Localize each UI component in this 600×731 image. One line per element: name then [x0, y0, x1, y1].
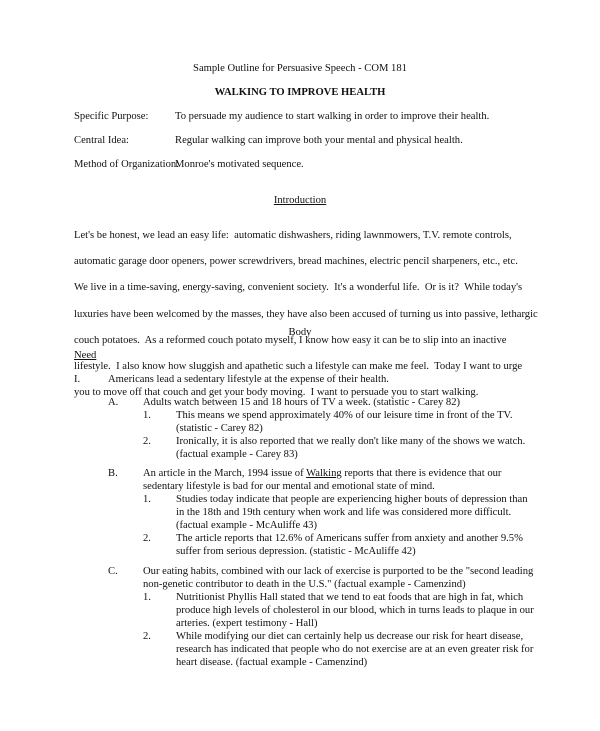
- item-line: arteries. (expert testimony - Hall): [176, 618, 318, 630]
- subpoint-text: Adults watch between 15 and 18 hours of TV a week. (statistic - Carey 82): [143, 397, 461, 408]
- item-number: 2.: [143, 533, 151, 544]
- item-line: produce high levels of cholesterol in our blood, which in turns leads to plaque in our: [176, 605, 534, 617]
- item-line: heart disease. (factual example - Camenzind): [176, 657, 368, 669]
- item-text: [176, 630, 533, 670]
- meta-label-purpose: Specific Purpose:: [74, 111, 149, 122]
- meta-label-method: Method of Organization:: [74, 159, 180, 170]
- item-line: (factual example - McAuliffe 43): [176, 520, 317, 532]
- subpoint-line: non-genetic contributor to death in the U.S." (factual example - Camenzind): [143, 579, 466, 591]
- document-title: Sample Outline for Persuasive Speech - COM 181: [193, 63, 407, 74]
- body-heading: Body: [288, 327, 312, 338]
- item-text: [176, 409, 512, 435]
- introduction-line: couch potatoes. As a reformed couch potato myself, I know how easy it can be to slip into an inactive: [74, 334, 507, 346]
- item-number: 2.: [143, 631, 151, 642]
- subpoint-text: [143, 467, 501, 493]
- item-number: 1.: [143, 592, 151, 603]
- meta-value-method: Monroe's motivated sequence.: [175, 159, 304, 170]
- introduction-line: We live in a time-saving, energy-saving, convenient society. It's a wonderful life. Or is it? While today's: [74, 282, 523, 294]
- item-line: Ironically, it is also reported that we really don't like many of the shows we watch.: [176, 436, 526, 447]
- item-number: 1.: [143, 494, 151, 505]
- introduction-line: luxuries have been welcomed by the masses, they have also been accused of turning us into passive, lethargic: [74, 308, 538, 320]
- publication-title: Walking: [306, 468, 342, 479]
- item-text: [176, 493, 528, 533]
- point-text: Americans lead a sedentary lifestyle at the expense of their health.: [108, 374, 389, 385]
- need-label: Need: [74, 350, 97, 361]
- subpoint-line: sedentary lifestyle is bad for our mental and emotional state of mind.: [143, 481, 435, 493]
- subpoint-letter: B.: [108, 468, 118, 479]
- subpoint-text: [143, 565, 533, 591]
- point-numeral: I.: [74, 374, 81, 385]
- meta-label-central-idea: Central Idea:: [74, 135, 130, 146]
- item-line: research has indicated that people who do not exercise are at an even greater risk for: [176, 644, 534, 656]
- subpoint-line: Our eating habits, combined with our lack of exercise is purported to be the "second leading: [143, 566, 534, 577]
- item-line: (factual example - Carey 83): [176, 449, 298, 461]
- introduction-line: lifestyle. I also know how sluggish and apathetic such a lifestyle can make me feel. Today I want to urge: [74, 361, 523, 373]
- introduction-line: Let's be honest, we lead an easy life: automatic dishwashers, riding lawnmowers, T.V. remote controls,: [74, 230, 512, 242]
- subpoint-text-part: reports that there is evidence that our: [341, 468, 502, 479]
- item-line: Nutritionist Phyllis Hall stated that we tend to eat foods that are high in fat, which: [176, 592, 524, 603]
- item-line: suffer from serious depression. (statistic - McAuliffe 42): [176, 546, 416, 558]
- item-text: [176, 591, 534, 631]
- subpoint-letter: C.: [108, 566, 118, 577]
- item-line: The article reports that 12.6% of Americans suffer from anxiety and another 9.5%: [176, 533, 523, 544]
- item-number: 2.: [143, 436, 151, 447]
- introduction-line: automatic garage door openers, power screwdrivers, bread machines, electric pencil sharpeners, etc., etc.: [74, 256, 518, 268]
- item-text: [176, 435, 525, 461]
- speech-title: WALKING TO IMPROVE HEALTH: [214, 87, 386, 98]
- subpoint-letter: A.: [108, 397, 119, 408]
- item-text: [176, 532, 523, 558]
- introduction-heading: Introduction: [273, 195, 327, 206]
- item-line: This means we spend approximately 40% of our leisure time in front of the TV.: [176, 410, 513, 421]
- item-line: in the 18th and 19th century when work and life was considered more difficult.: [176, 507, 512, 519]
- item-line: While modifying our diet can certainly help us decrease our risk for heart disease,: [176, 631, 524, 642]
- item-number: 1.: [143, 410, 151, 421]
- meta-value-purpose: To persuade my audience to start walking in order to improve their health.: [175, 111, 490, 122]
- introduction-line: you to move off that couch and get your body moving. I want to persuade you to start walking.: [74, 387, 479, 399]
- item-line: (statistic - Carey 82): [176, 423, 263, 435]
- meta-value-central-idea: Regular walking can improve both your mental and physical health.: [175, 135, 463, 146]
- item-line: Studies today indicate that people are experiencing higher bouts of depression than: [176, 494, 528, 505]
- subpoint-text-part: An article in the March, 1994 issue of: [143, 468, 307, 479]
